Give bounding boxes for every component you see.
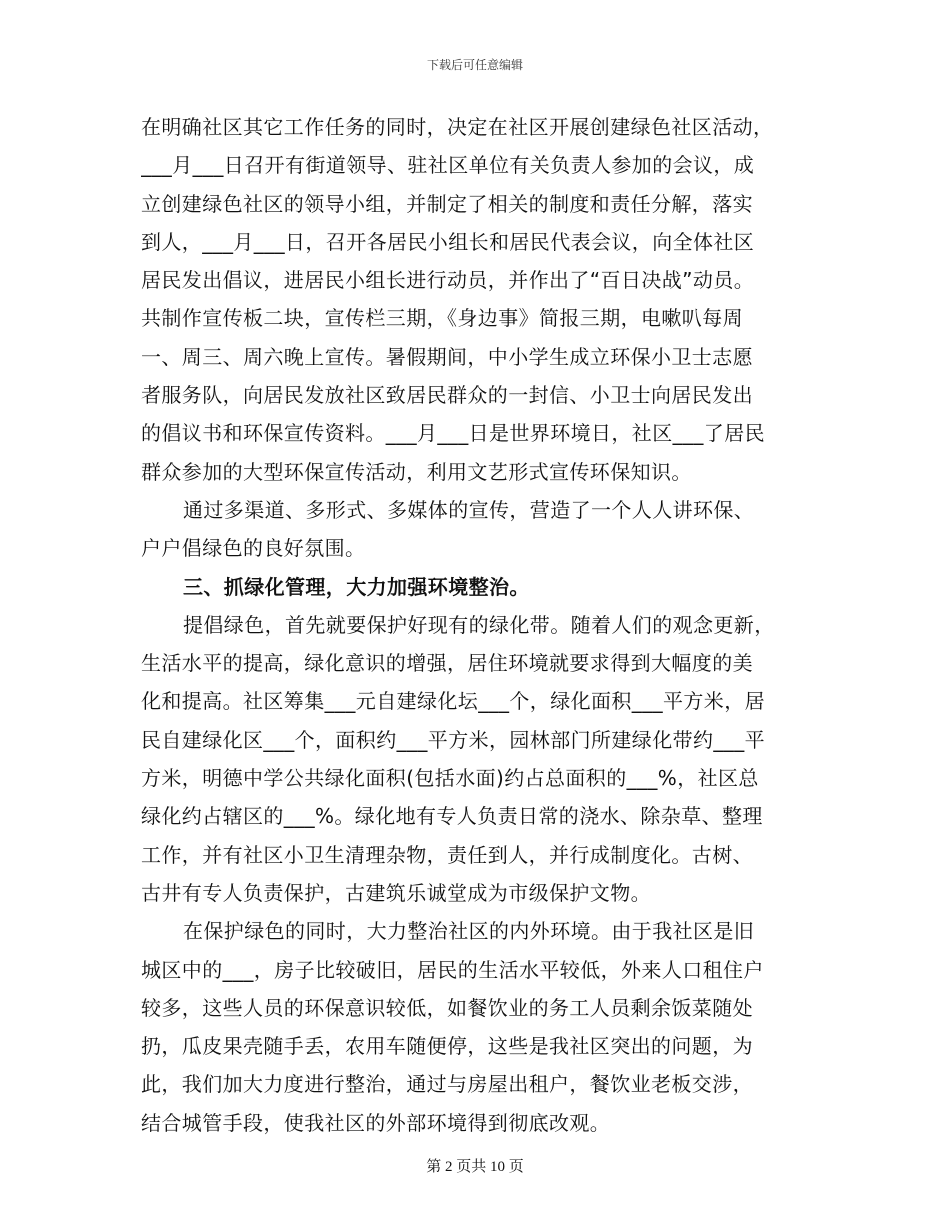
text-line: 化和提高。社区筹集___元自建绿化坛___个，绿化面积___平方米，居 — [141, 689, 765, 714]
paragraph-start-line: 在保护绿色的同时，大力整治社区的内外环境。由于我社区是旧 — [183, 919, 755, 944]
text-line: 立创建绿色社区的领导小组，并制定了相关的制度和责任分解，落实 — [141, 191, 753, 216]
paragraph-start-line: 通过多渠道、多形式、多媒体的宣传，营造了一个人人讲环保、 — [183, 497, 755, 522]
text-line: 者服务队，向居民发放社区致居民群众的一封信、小卫士向居民发出 — [141, 383, 753, 408]
text-line: 扔，瓜皮果壳随手丢，农用车随便停，这些是我社区突出的问题，为 — [141, 1034, 753, 1059]
text-line: 工作，并有社区小卫生清理杂物，责任到人，并行成制度化。古树、 — [141, 842, 753, 867]
text-line: 城区中的___，房子比较破旧，居民的生活水平较低，外来人口租住户 — [141, 957, 764, 982]
text-line: 户户倡绿色的良好氛围。 — [141, 536, 366, 561]
section-heading: 三、抓绿化管理，大力加强环境整治。 — [183, 574, 530, 599]
text-line: 群众参加的大型环保宣传活动，利用文艺形式宣传环保知识。 — [141, 459, 692, 484]
paragraph-start-line: 提倡绿色，首先就要保护好现有的绿化带。随着人们的观念更新， — [183, 612, 775, 637]
text-line: 居民发出倡议，进居民小组长进行动员，并作出了“百日决战”动员。 — [141, 268, 755, 293]
text-line: 到人，___月___日，召开各居民小组长和居民代表会议，向全体社区 — [141, 229, 755, 254]
text-line: 方米，明德中学公共绿化面积(包括水面)约占总面积的___%，社区总 — [141, 766, 759, 791]
text-line: 此，我们加大力度进行整治，通过与房屋出租户，餐饮业老板交涉， — [141, 1072, 753, 1097]
text-line: 民自建绿化区___个，面积约___平方米，园林部门所建绿化带约___平 — [141, 727, 765, 752]
page-footer: 第 2 页共 10 页 — [426, 1159, 524, 1175]
text-line: 生活水平的提高，绿化意识的增强，居住环境就要求得到大幅度的美 — [141, 651, 753, 676]
text-line: ___月___日召开有街道领导、驻社区单位有关负责人参加的会议，成 — [141, 153, 755, 178]
text-line: 共制作宣传板二块，宣传栏三期，《身边事》简报三期，电嗽叭每周 — [141, 306, 743, 331]
text-line: 较多，这些人员的环保意识较低，如餐饮业的务工人员剩余饭菜随处 — [141, 995, 753, 1020]
text-line: 的倡议书和环保宣传资料。___月___日是世界环境日，社区___了居民 — [141, 421, 765, 446]
page-header: 下载后可任意编辑 — [426, 58, 523, 72]
text-line: 绿化约占辖区的___%。绿化地有专人负责日常的浇水、除杂草、整理 — [141, 804, 763, 829]
text-line: 一、周三、周六晚上宣传。暑假期间，中小学生成立环保小卫士志愿 — [141, 344, 753, 369]
text-line: 结合城管手段，使我社区的外部环境得到彻底改观。 — [141, 1110, 611, 1135]
text-line: 在明确社区其它工作任务的同时，决定在社区开展创建绿色社区活动， — [141, 115, 774, 139]
document-body — [141, 108, 809, 1142]
text-line: 古井有专人负责保护，古建筑乐诚堂成为市级保护文物。 — [141, 880, 651, 905]
